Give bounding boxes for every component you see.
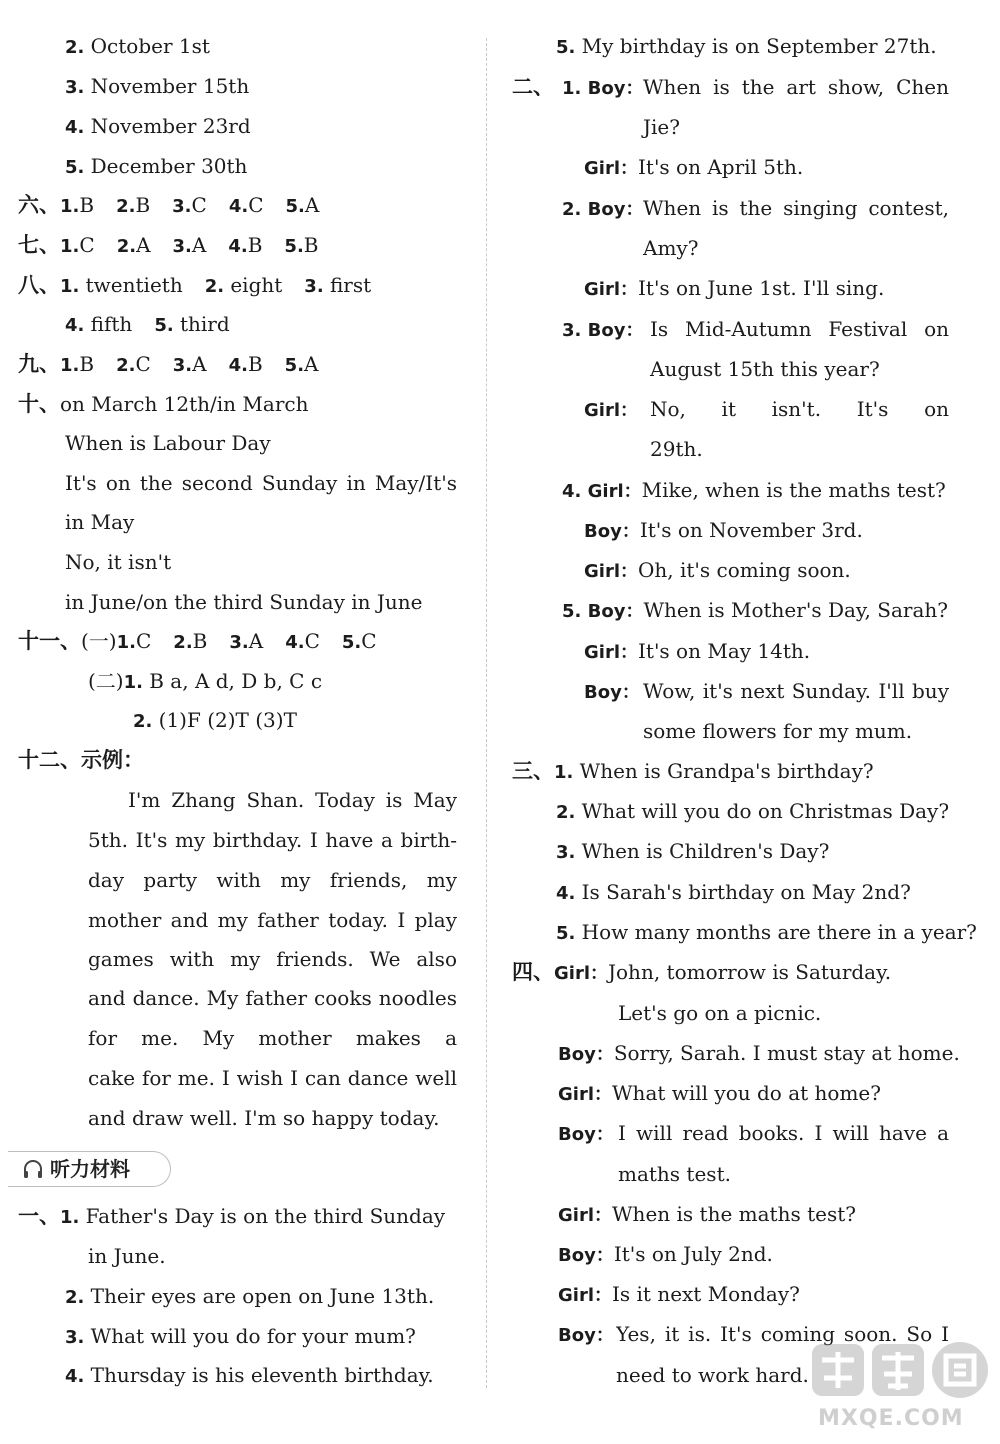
- section-11-part2-line2: 2. (1)F (2)T (3)T: [133, 708, 297, 732]
- dialog-line: Girl：Is it next Monday?: [558, 1282, 800, 1306]
- dialog-line: Let's go on a picnic.: [618, 1001, 822, 1025]
- section-7: 七、1.C 2.A 3.A 4.B 5.B: [18, 233, 319, 257]
- dialog-line: Boy：It's on November 3rd.: [584, 518, 863, 542]
- essay-line: day party with my friends, my: [88, 868, 457, 892]
- essay-line: 5th. It's my birthday. I have a birth-: [88, 828, 457, 852]
- section-10-line: in May: [65, 510, 135, 534]
- dialog-line: Amy?: [643, 236, 699, 260]
- column-divider: [486, 38, 487, 1388]
- dialog-line: Yes, it is. It's coming soon. So I: [616, 1322, 949, 1346]
- dialog-line: Is Mid-Autumn Festival on: [650, 317, 949, 341]
- dialog-line: Girl：When is the maths test?: [558, 1202, 856, 1226]
- section-6: 六、1.B 2.B 3.C 4.C 5.A: [18, 193, 320, 217]
- dialog-line: Girl：It's on June 1st. I'll sing.: [584, 276, 885, 300]
- listening-material-badge: [8, 1151, 171, 1187]
- section-10-line: When is Labour Day: [65, 431, 271, 455]
- section-8-cont: 4. fifth 5. third: [65, 312, 230, 336]
- answer-line: 3. November 15th: [65, 74, 250, 98]
- dialog-line: need to work hard.: [616, 1363, 809, 1387]
- dialog-line: When is the art show, Chen: [643, 75, 949, 99]
- dialog-line: Girl：It's on April 5th.: [584, 155, 804, 179]
- section-11: 十一、(一)1.C 2.B 3.A 4.C 5.C: [18, 629, 377, 653]
- answer-line: 5. December 30th: [65, 154, 248, 178]
- section-11-part2: (二)1. B a, A d, D b, C c: [88, 669, 323, 693]
- dialog-line: Girl：It's on May 14th.: [584, 639, 811, 663]
- question-line: 3. When is Children's Day?: [556, 839, 830, 863]
- dialog-line: I will read books. I will have a: [618, 1121, 949, 1145]
- dialog-line: Jie?: [643, 115, 680, 139]
- dialog-speaker: 1. Boy：: [562, 78, 644, 99]
- dialog-line: No, it isn't. It's on: [650, 397, 949, 421]
- section-2: 二、: [512, 75, 554, 99]
- essay-line: and dance. My father cooks noodles: [88, 986, 457, 1010]
- watermark: [808, 1338, 994, 1438]
- dialog-line: When is the singing contest,: [643, 196, 949, 220]
- section-3: 三、1. When is Grandpa's birthday?: [512, 759, 874, 783]
- dialog-line: Girl：Oh, it's coming soon.: [584, 558, 851, 582]
- dialog-line: 4. Girl：Mike, when is the maths test?: [562, 478, 946, 502]
- dialog-line: 5. Boy：When is Mother's Day, Sarah?: [562, 598, 948, 622]
- answer-line: 4. November 23rd: [65, 114, 251, 138]
- essay-line: and draw well. I'm so happy today.: [88, 1106, 440, 1130]
- question-line: 2. What will you do on Christmas Day?: [556, 799, 950, 823]
- question-line: 5. How many months are there in a year?: [556, 920, 977, 944]
- section-4: 四、Girl：John, tomorrow is Saturday.: [512, 960, 892, 984]
- dialog-line: Boy：Sorry, Sarah. I must stay at home.: [558, 1041, 960, 1065]
- listening-item: 3. What will you do for your mum?: [65, 1324, 416, 1348]
- dialog-speaker: Girl：: [584, 400, 638, 421]
- watermark-logo-icon: [808, 1338, 994, 1408]
- dialog-line: Wow, it's next Sunday. I'll buy: [643, 679, 949, 703]
- headphones-icon: [22, 1158, 44, 1180]
- dialog-speaker: Boy：: [558, 1325, 614, 1346]
- section-9: 九、1.B 2.C 3.A 4.B 5.A: [18, 352, 319, 376]
- section-10: 十、on March 12th/in March: [18, 392, 309, 416]
- essay-line: mother and my father today. I play: [88, 908, 457, 932]
- section-12: 十二、示例：: [18, 748, 144, 772]
- dialog-speaker: Boy：: [584, 682, 640, 703]
- listening-1: 一、1. Father's Day is on the third Sunday: [18, 1204, 446, 1228]
- dialog-line: maths test.: [618, 1162, 731, 1186]
- watermark-url: MXQE.COM: [818, 1406, 964, 1431]
- question-line: 4. Is Sarah's birthday on May 2nd?: [556, 880, 911, 904]
- listening-item: 4. Thursday is his eleventh birthday.: [65, 1363, 434, 1387]
- section-10-line: It's on the second Sunday in May/It's: [65, 471, 457, 495]
- dialog-line: 29th.: [650, 437, 703, 461]
- dialog-line: August 15th this year?: [650, 357, 880, 381]
- essay-line: cake for me. I wish I can dance well: [88, 1066, 457, 1090]
- dialog-line: Boy：It's on July 2nd.: [558, 1242, 773, 1266]
- answer-line: 5. My birthday is on September 27th.: [556, 34, 937, 58]
- dialog-line: some flowers for my mum.: [643, 719, 913, 743]
- dialog-speaker: Boy：: [558, 1124, 614, 1145]
- dialog-speaker: 3. Boy：: [562, 320, 644, 341]
- essay-line: for me. My mother makes a: [88, 1026, 457, 1050]
- section-10-line: in June/on the third Sunday in June: [65, 590, 423, 614]
- listening-material-label: 听力材料: [50, 1157, 130, 1181]
- essay-line: games with my friends. We also: [88, 947, 457, 971]
- section-10-line: No, it isn't: [65, 550, 172, 574]
- dialog-line: Girl：What will you do at home?: [558, 1081, 881, 1105]
- section-8: 八、1. twentieth 2. eight 3. first: [18, 273, 372, 297]
- answer-line: 2. October 1st: [65, 34, 210, 58]
- listening-item: 2. Their eyes are open on June 13th.: [65, 1284, 435, 1308]
- dialog-speaker: 2. Boy：: [562, 199, 644, 220]
- essay-line: I'm Zhang Shan. Today is May: [128, 788, 457, 812]
- listening-1-cont: in June.: [88, 1244, 166, 1268]
